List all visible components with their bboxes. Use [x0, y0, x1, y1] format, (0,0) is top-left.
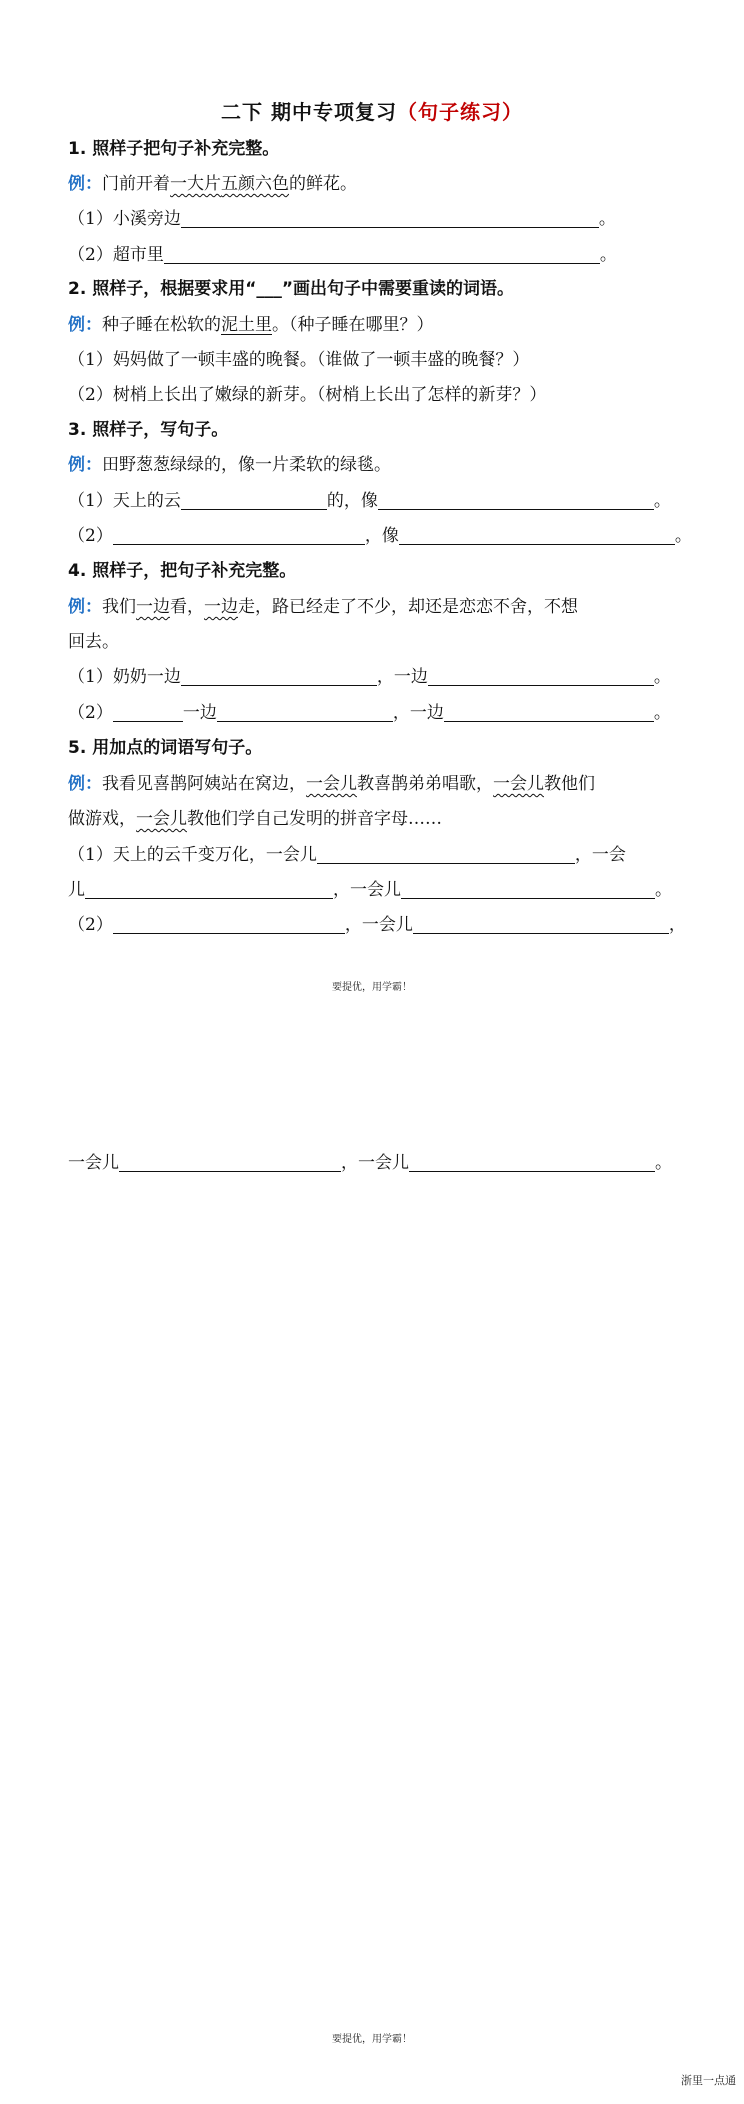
example-label: 例： [68, 455, 102, 475]
text: ，一会儿 [341, 1153, 409, 1173]
text: 教他们学自己发明的拼音字母…… [187, 809, 442, 829]
answer-blank[interactable] [85, 876, 333, 899]
text: 。 [674, 526, 692, 546]
example-label: 例： [68, 774, 102, 794]
keyword-text: 一会儿 [493, 774, 544, 794]
answer-blank[interactable] [181, 663, 377, 686]
text: （1）天上的云千变万化，一会儿 [68, 845, 317, 865]
q4-item-1 [68, 660, 678, 694]
q3-item-1 [68, 484, 678, 518]
text: 教他们 [544, 774, 595, 794]
answer-blank[interactable] [444, 699, 654, 722]
q2-item-2: （2）树梢上长出了嫩绿的新芽。（树梢上长出了怎样的新芽？） [68, 385, 547, 405]
text: 教喜鹊弟弟唱歌， [357, 774, 493, 794]
text: 。 [653, 491, 671, 511]
text: ，像 [364, 526, 399, 546]
q1-item-1 [68, 202, 678, 236]
wavy-text: 一大片 [170, 174, 221, 194]
text: ，一边 [392, 703, 444, 723]
q4-example [68, 590, 678, 624]
text: （2） [68, 703, 113, 723]
text: ， [668, 915, 686, 935]
q4-heading: 4. 照样子，把句子补充完整。 [68, 561, 297, 581]
q2-example [68, 308, 678, 342]
text: 。 [653, 703, 671, 723]
q3-example [68, 448, 678, 482]
text: 做游戏， [68, 809, 136, 829]
answer-blank[interactable] [181, 487, 327, 510]
keyword-text: 一会儿 [306, 774, 357, 794]
q1-heading: 1. 照样子把句子补充完整。 [68, 139, 280, 159]
answer-blank[interactable] [113, 522, 365, 545]
text: 。 [655, 880, 672, 900]
text: 。 [655, 1153, 672, 1173]
page-footer-2: 要提优，用学霸！ [332, 2034, 412, 2045]
text: 。 [599, 245, 617, 265]
example-label: 例： [68, 174, 102, 194]
text: ，一会儿 [333, 880, 401, 900]
underlined-text: 泥土里 [221, 315, 272, 335]
q3-item-2 [68, 519, 692, 553]
q3-heading: 3. 照样子，写句子。 [68, 420, 229, 440]
text: 一边 [182, 703, 217, 723]
answer-blank[interactable] [428, 663, 654, 686]
text: 我看见喜鹊阿姨站在窝边， [102, 774, 306, 794]
answer-blank[interactable] [409, 1149, 655, 1172]
answer-blank[interactable] [399, 522, 675, 545]
q5-heading: 5. 用加点的词语写句子。 [68, 738, 263, 758]
answer-blank[interactable] [217, 699, 393, 722]
wavy-text: 五颜六色 [221, 174, 289, 194]
text: 种子睡在松软的 [102, 315, 221, 335]
q2-item-1: （1）妈妈做了一顿丰盛的晚餐。（谁做了一顿丰盛的晚餐？） [68, 350, 530, 370]
text: 田野葱葱绿绿的，像一片柔软的绿毯。 [102, 455, 391, 475]
answer-blank[interactable] [113, 699, 183, 722]
text: 的，像 [326, 491, 378, 511]
text: （2） [68, 915, 113, 935]
text: 儿 [68, 880, 85, 900]
text: 的鲜花。 [289, 174, 357, 194]
wavy-text: 一边 [204, 597, 238, 617]
q5-item-2-continued [68, 1146, 678, 1180]
text: 看， [170, 597, 204, 617]
answer-blank[interactable] [413, 911, 669, 934]
text: 。（种子睡在哪里？） [272, 315, 434, 335]
example-label: 例： [68, 315, 102, 335]
answer-blank[interactable] [181, 205, 599, 228]
text: 。 [598, 209, 616, 229]
answer-blank[interactable] [378, 487, 654, 510]
answer-blank[interactable] [113, 911, 345, 934]
q5-item-1 [68, 838, 678, 872]
answer-blank[interactable] [164, 241, 600, 264]
text: （2）超市里 [68, 245, 164, 265]
text: （1）奶奶一边 [68, 667, 181, 687]
text: 一会儿 [68, 1153, 119, 1173]
q5-example [68, 767, 678, 801]
text: 我们 [102, 597, 136, 617]
q1-example [68, 167, 678, 201]
q1-item-2 [68, 238, 678, 272]
wavy-text: 一边 [136, 597, 170, 617]
page-title [0, 96, 744, 125]
keyword-text: 一会儿 [136, 809, 187, 829]
text: （2） [68, 526, 113, 546]
text: 。 [653, 667, 671, 687]
corner-watermark: 浙里一点通 [681, 2074, 736, 2087]
text: ，一边 [376, 667, 428, 687]
text: ，一会 [574, 845, 626, 865]
text: 走，路已经走了不少，却还是恋恋不舍，不想 [238, 597, 578, 617]
example-label: 例： [68, 597, 102, 617]
q5-item-2 [68, 908, 686, 942]
text: （1）天上的云 [68, 491, 181, 511]
text: 门前开着 [102, 174, 170, 194]
title-main: 二下 期中专项复习 [221, 100, 397, 124]
q5-example-line2 [68, 802, 678, 836]
answer-blank[interactable] [119, 1149, 341, 1172]
q2-heading: 2. 照样子，根据要求用“___”画出句子中需要重读的词语。 [68, 279, 515, 299]
text: （1）小溪旁边 [68, 209, 181, 229]
page-footer-1: 要提优，用学霸！ [332, 982, 412, 993]
answer-blank[interactable] [317, 841, 575, 864]
text: ，一会儿 [344, 915, 413, 935]
q4-example-line2: 回去。 [68, 632, 119, 652]
q5-item-1-line2 [68, 873, 678, 907]
q4-item-2 [68, 696, 678, 730]
title-sub: （句子练习） [396, 100, 523, 124]
answer-blank[interactable] [401, 876, 655, 899]
